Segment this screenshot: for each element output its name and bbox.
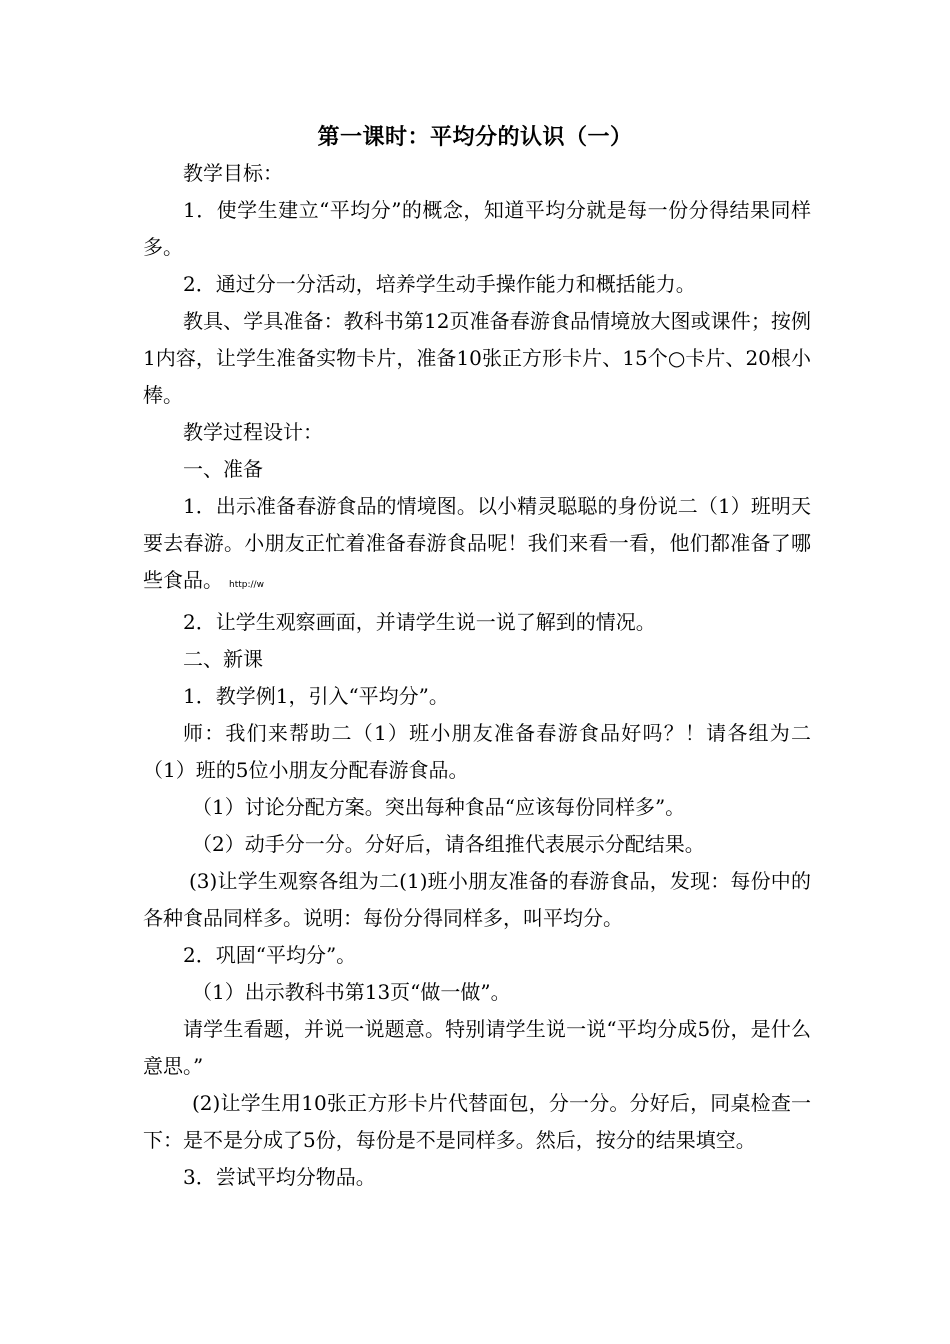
paragraph: 教学目标： bbox=[183, 161, 283, 185]
paragraph: （1）讨论分配方案。突出每种食品“应该每份同样多”。 bbox=[192, 795, 686, 819]
paragraph: 一、准备 bbox=[183, 457, 263, 481]
paragraph: 2．让学生观察画面，并请学生说一说了解到的情况。 bbox=[183, 610, 656, 634]
paragraph: （2）动手分一分。分好后，请各组推代表展示分配结果。 bbox=[192, 832, 705, 856]
document-body bbox=[143, 155, 811, 1196]
paragraph: 2．巩固“平均分”。 bbox=[183, 943, 357, 967]
paragraph: 2．通过分一分活动，培养学生动手操作能力和概括能力。 bbox=[183, 272, 696, 296]
paragraph: 教具、学具准备：教科书第12页准备春游食品情境放大图或课件；按例1内容，让学生准备实物卡片，准备10张正方形卡片、15个○卡片、20根小棒。 bbox=[143, 309, 811, 407]
paragraph bbox=[143, 488, 811, 604]
paragraph: 3．尝试平均分物品。 bbox=[183, 1165, 376, 1189]
paragraph: （1）出示教科书第13页“做一做”。 bbox=[192, 980, 511, 1004]
paragraph: 1．教学例1，引入“平均分”。 bbox=[183, 684, 449, 708]
paragraph: (2)让学生用10张正方形卡片代替面包，分一分。分好后，同桌检查一下：是不是分成了5份，每份是不是同样多。然后，按分的结果填空。 bbox=[143, 1091, 811, 1152]
paragraph: 师：我们来帮助二（1）班小朋友准备春游食品好吗？！请各组为二（1）班的5位小朋友分配春游食品。 bbox=[143, 721, 811, 782]
paragraph: 教学过程设计： bbox=[183, 420, 323, 444]
watermark-text: http://w bbox=[229, 580, 264, 590]
paragraph: (3)让学生观察各组为二(1)班小朋友准备的春游食品，发现：每份中的各种食品同样多。说明：每份分得同样多，叫平均分。 bbox=[143, 869, 811, 930]
paragraph: 1．使学生建立“平均分”的概念，知道平均分就是每一份分得结果同样多。 bbox=[143, 198, 811, 259]
paragraph-text: 1．出示准备春游食品的情境图。以小精灵聪聪的身份说二（1）班明天要去春游。小朋友正忙着准备春游食品呢！我们来看一看，他们都准备了哪些食品。 bbox=[143, 494, 811, 592]
page-title: 第一课时：平均分的认识（一） bbox=[317, 124, 633, 150]
paragraph: 二、新课 bbox=[183, 647, 263, 671]
paragraph: 请学生看题，并说一说题意。特别请学生说一说“平均分成5份，是什么意思。” bbox=[143, 1017, 811, 1078]
